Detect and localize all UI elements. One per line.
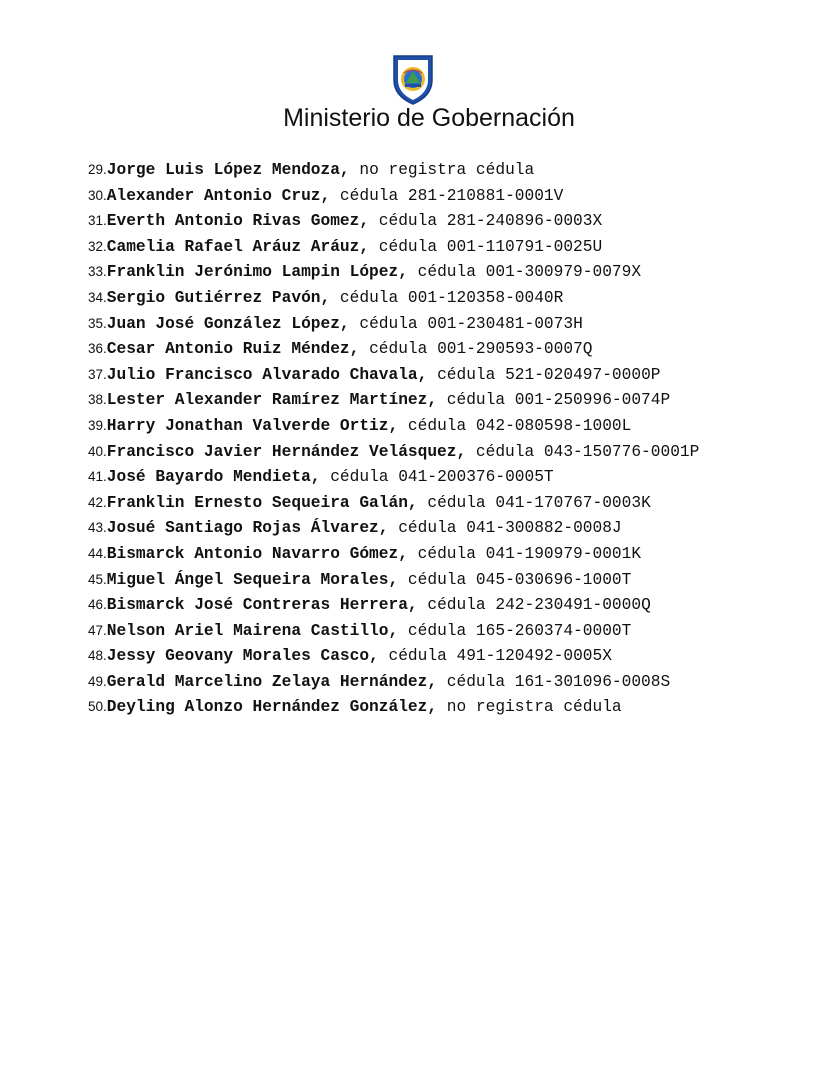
cedula-detail: cédula 041-200376-0005T xyxy=(320,468,554,487)
entry-number: 48. xyxy=(88,648,107,664)
entry-number: 38. xyxy=(88,392,107,408)
cedula-detail: cédula 042-080598-1000L xyxy=(398,416,632,435)
entry-number: 44. xyxy=(88,545,107,561)
entry-number: 33. xyxy=(88,264,107,280)
cedula-detail: cédula 281-240896-0003X xyxy=(369,212,603,231)
list-item xyxy=(88,439,808,465)
list-item xyxy=(88,490,808,516)
cedula-detail: cédula 001-250996-0074P xyxy=(437,391,671,410)
cedula-detail: cédula 001-120358-0040R xyxy=(330,288,564,307)
list-item xyxy=(88,567,808,593)
cedula-detail: cédula 043-150776-0001P xyxy=(466,442,700,461)
cedula-detail: cédula 242-230491-0000Q xyxy=(417,596,651,615)
cedula-detail: cédula 041-190979-0001K xyxy=(407,544,642,563)
list-item xyxy=(88,592,808,618)
cedula-detail: cédula 161-301096-0008S xyxy=(437,672,671,691)
list-item xyxy=(88,362,808,388)
entry-number: 45. xyxy=(88,571,107,587)
person-name: Deyling Alonzo Hernández González, xyxy=(106,698,438,717)
list-item xyxy=(88,311,808,337)
entry-number: 39. xyxy=(88,417,107,433)
list-item xyxy=(88,157,808,183)
cedula-detail: cédula 165-260374-0000T xyxy=(398,621,632,640)
person-name: Jessy Geovany Morales Casco, xyxy=(106,647,379,666)
person-name: Juan José González López, xyxy=(106,314,350,333)
entry-number: 29. xyxy=(88,162,107,177)
list-item xyxy=(88,643,808,669)
person-name: Alexander Antonio Cruz, xyxy=(106,186,331,205)
person-name: Lester Alexander Ramírez Martínez, xyxy=(106,391,438,410)
person-name: Harry Jonathan Valverde Ortiz, xyxy=(106,416,399,435)
list-item xyxy=(88,694,808,720)
list-item xyxy=(88,336,808,362)
entry-number: 40. xyxy=(88,443,107,459)
cedula-detail: cédula 281-210881-0001V xyxy=(330,186,564,205)
entry-number: 36. xyxy=(88,341,107,357)
entry-number: 50. xyxy=(88,699,107,715)
cedula-detail: no registra cédula xyxy=(349,161,535,179)
list-item xyxy=(88,208,808,234)
cedula-detail: cédula 521-020497-0000P xyxy=(427,365,661,384)
cedula-detail: cédula 045-030696-1000T xyxy=(398,570,632,589)
person-name: Camelia Rafael Aráuz Aráuz, xyxy=(106,237,370,256)
entry-number: 32. xyxy=(88,238,107,254)
entry-number: 43. xyxy=(88,520,107,536)
cedula-detail: cédula 001-300979-0079X xyxy=(407,263,642,282)
person-name: Jorge Luis López Mendoza, xyxy=(106,161,350,179)
person-name: Miguel Ángel Sequeira Morales, xyxy=(106,570,399,589)
list-item xyxy=(88,413,808,439)
entry-number: 34. xyxy=(88,289,107,305)
entry-number: 49. xyxy=(88,673,107,689)
person-name: Josué Santiago Rojas Álvarez, xyxy=(106,519,389,538)
person-name: Julio Francisco Alvarado Chavala, xyxy=(106,365,428,384)
person-name: José Bayardo Mendieta, xyxy=(106,468,321,487)
person-list xyxy=(88,157,808,720)
person-name: Everth Antonio Rivas Gomez, xyxy=(106,212,370,231)
list-item xyxy=(88,285,808,311)
entry-number: 46. xyxy=(88,597,107,613)
person-name: Franklin Ernesto Sequeira Galán, xyxy=(106,493,418,512)
cedula-detail: cédula 001-230481-0073H xyxy=(349,314,583,333)
entry-number: 41. xyxy=(88,469,107,485)
list-item xyxy=(88,464,808,490)
cedula-detail: cédula 041-170767-0003K xyxy=(417,493,651,512)
person-name: Nelson Ariel Mairena Castillo, xyxy=(106,621,399,640)
ministry-seal-icon xyxy=(390,50,436,106)
list-item xyxy=(88,387,808,413)
entry-number: 30. xyxy=(88,187,107,203)
ministry-title: Ministerio de Gobernación xyxy=(283,104,575,132)
list-item xyxy=(88,618,808,644)
person-name: Bismarck Antonio Navarro Gómez, xyxy=(106,544,408,563)
list-item xyxy=(88,515,808,541)
cedula-detail: no registra cédula xyxy=(437,698,622,717)
person-name: Francisco Javier Hernández Velásquez, xyxy=(106,442,467,461)
person-name: Bismarck José Contreras Herrera, xyxy=(106,596,418,615)
entry-number: 37. xyxy=(88,366,107,382)
cedula-detail: cédula 001-110791-0025U xyxy=(369,237,603,256)
person-name: Franklin Jerónimo Lampin López, xyxy=(106,263,408,282)
list-item xyxy=(88,669,808,695)
list-item xyxy=(88,259,808,285)
cedula-detail: cédula 041-300882-0008J xyxy=(388,519,622,538)
page-header xyxy=(0,50,825,106)
cedula-detail: cédula 001-290593-0007Q xyxy=(359,340,593,359)
list-item xyxy=(88,541,808,567)
cedula-detail: cédula 491-120492-0005X xyxy=(378,647,612,666)
person-name: Gerald Marcelino Zelaya Hernández, xyxy=(106,672,438,691)
list-item xyxy=(88,234,808,260)
entry-number: 47. xyxy=(88,622,107,638)
entry-number: 31. xyxy=(88,213,107,229)
person-name: Sergio Gutiérrez Pavón, xyxy=(106,288,331,307)
list-item xyxy=(88,183,808,209)
entry-number: 35. xyxy=(88,315,107,331)
entry-number: 42. xyxy=(88,494,107,510)
person-name: Cesar Antonio Ruiz Méndez, xyxy=(106,340,360,359)
